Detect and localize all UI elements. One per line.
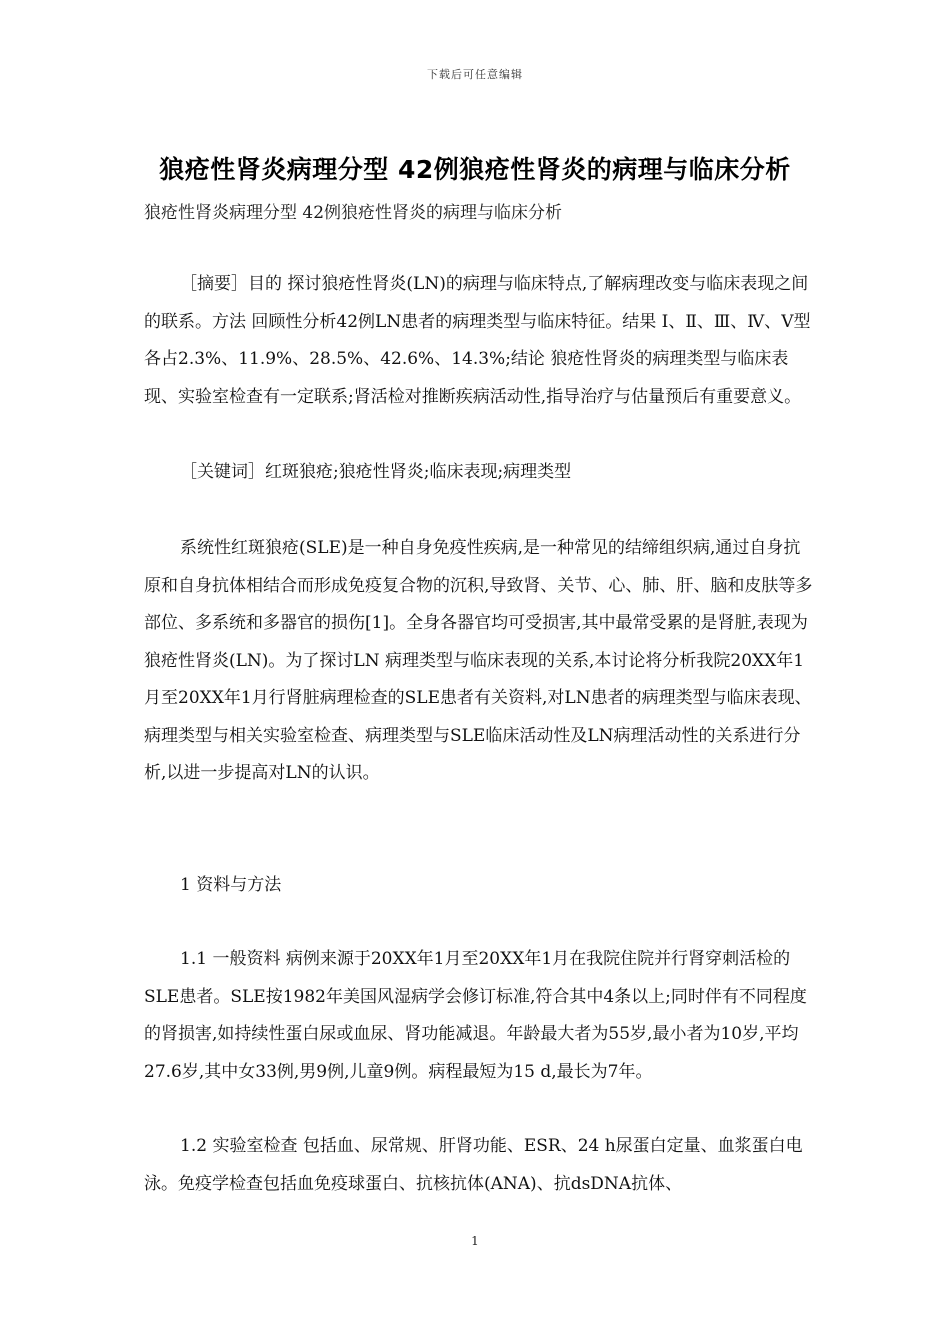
- section-heading: 1 资料与方法: [180, 875, 282, 895]
- header-note: 下载后可任意编辑: [427, 68, 523, 81]
- document-subtitle: 狼疮性肾炎病理分型 42例狼疮性肾炎的病理与临床分析: [144, 203, 563, 223]
- abstract-paragraph: ［摘要］目的 探讨狼疮性肾炎(LN)的病理与临床特点,了解病理改变与临床表现之间的联系。方法 回顾性分析42例LN患者的病理类型与临床特征。结果 Ⅰ、Ⅱ、Ⅲ、Ⅳ、Ⅴ型各占2.3%、11.9%、28.5%、42.6%、14.3%;结论 狼疮性肾炎的病理类型与临床表现、实验室检查有一定联系;肾活检对推断疾病活动性,指导治疗与估量预后有重要意义。: [144, 274, 811, 407]
- subsection-1-2: [144, 1128, 814, 1203]
- abstract-section: [144, 266, 814, 416]
- intro-section: [144, 530, 814, 793]
- page-number: 1: [471, 1234, 479, 1248]
- subsection-1-1: [144, 941, 814, 1091]
- keywords-paragraph: ［关键词］红斑狼疮;狼疮性肾炎;临床表现;病理类型: [180, 462, 572, 482]
- keywords-section: [144, 454, 814, 492]
- subsection-1-2-paragraph: 1.2 实验室检查 包括血、尿常规、肝肾功能、ESR、24 h尿蛋白定量、血浆蛋白电泳。免疫学检查包括血免疫球蛋白、抗核抗体(ANA)、抗dsDNA抗体、: [144, 1136, 803, 1194]
- subsection-1-1-paragraph: 1.1 一般资料 病例来源于20XX年1月至20XX年1月在我院住院并行肾穿刺活检的SLE患者。SLE按1982年美国风湿病学会修订标准,符合其中4条以上;同时伴有不同程度的肾损害,如持续性蛋白尿或血尿、肾功能减退。年龄最大者为55岁,最小者为10岁,平均27.6岁,其中女33例,男9例,儿童9例。病程最短为15 d,最长为7年。: [144, 949, 807, 1082]
- document-title: 狼疮性肾炎病理分型 42例狼疮性肾炎的病理与临床分析: [159, 155, 791, 184]
- intro-paragraph: 系统性红斑狼疮(SLE)是一种自身免疫性疾病,是一种常见的结缔组织病,通过自身抗原和自身抗体相结合而形成免疫复合物的沉积,导致肾、关节、心、肺、肝、脑和皮肤等多部位、多系统和多器官的损伤[1]。全身各器官均可受损害,其中最常受累的是肾脏,表现为狼疮性肾炎(LN)。为了探讨LN 病理类型与临床表现的关系,本讨论将分析我院20XX年1月至20XX年1月行肾脏病理检查的SLE患者有关资料,对LN患者的病理类型与临床表现、病理类型与相关实验室检查、病理类型与SLE临床活动性及LN病理活动性的关系进行分析,以进一步提高对LN的认识。: [144, 538, 813, 783]
